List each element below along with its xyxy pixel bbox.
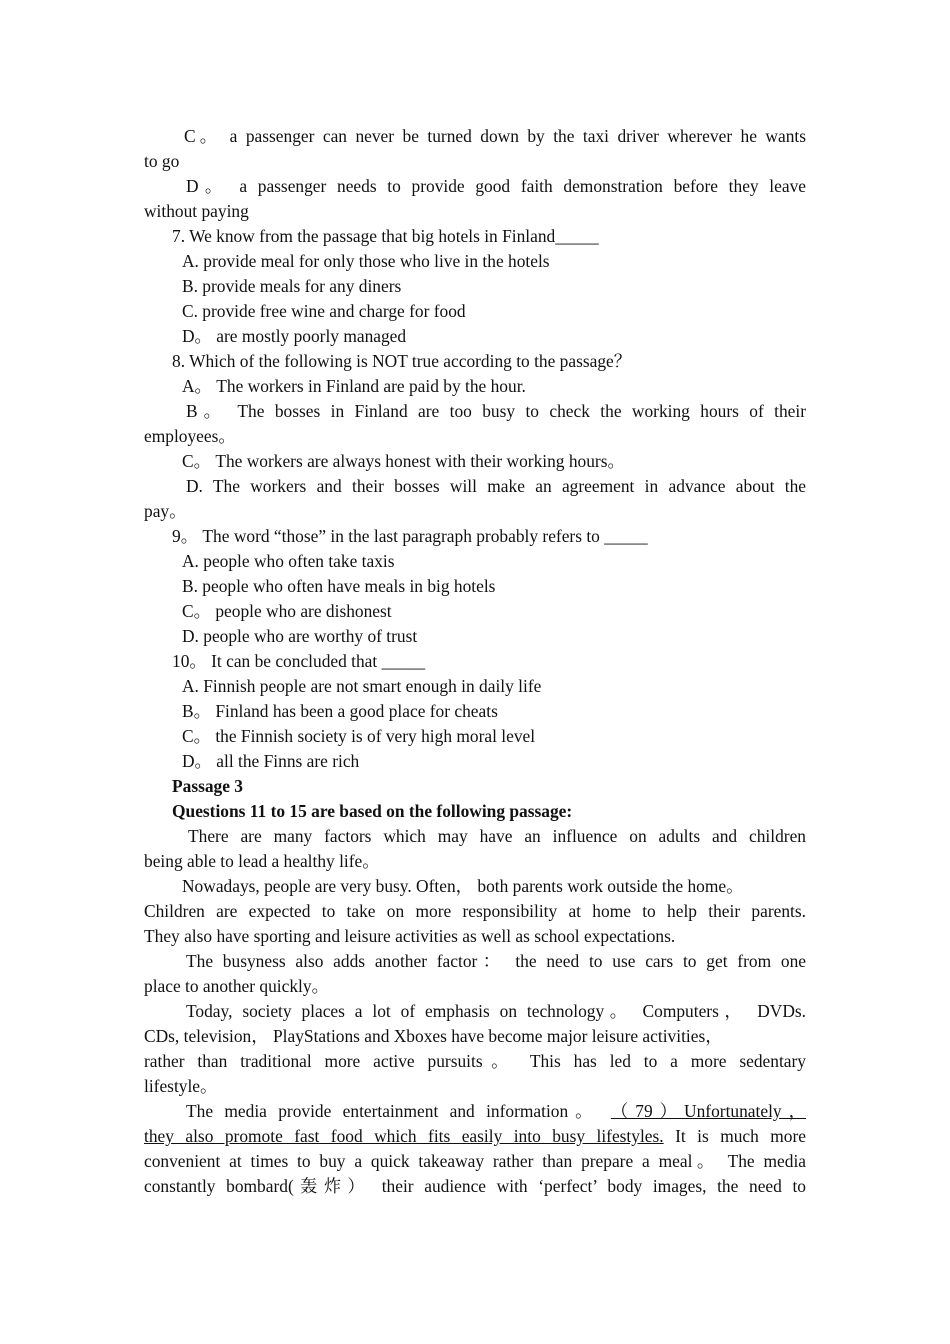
q8-option-d-line1: D. The workers and their bosses will make an agreement in advance about the: [186, 476, 806, 496]
q10-stem: 10。 It can be concluded that _____: [172, 651, 426, 671]
q7-option-b: B. provide meals for any diners: [182, 276, 402, 296]
q8-option-b-line1: B。 The bosses in Finland are too busy to check the working hours of their: [186, 401, 806, 421]
q8-option-b-line2: employees。: [144, 426, 236, 446]
q9-option-c: C。 people who are dishonest: [182, 601, 392, 621]
q6-option-c-line2: to go: [144, 151, 180, 171]
p4-line1: Today, society places a lot of emphasis on technology。 Computers， DVDs.: [186, 1001, 806, 1021]
q9-option-a: A. people who often take taxis: [182, 551, 395, 571]
q8-option-d-line2: pay。: [144, 501, 187, 521]
q7-option-c: C. provide free wine and charge for food: [182, 301, 466, 321]
p4-line2: CDs, television， PlayStations and Xboxes have become major leisure activities，: [144, 1026, 723, 1046]
p5-line4: constantly bombard(轰炸） their audience with ‘perfect’ body images, the need to: [144, 1176, 806, 1196]
p2-line3: They also have sporting and leisure activities as well as school expectations.: [144, 926, 676, 946]
p1-line1: There are many factors which may have an influence on adults and children: [188, 826, 806, 846]
q10-option-c: C。 the Finnish society is of very high moral level: [182, 726, 536, 746]
p5-line1-text: The media provide entertainment and information。: [186, 1101, 600, 1121]
q7-stem: 7. We know from the passage that big hotels in Finland_____: [172, 226, 599, 246]
p5-line2-text: It is much more: [675, 1126, 807, 1146]
p5-line2: [144, 1124, 806, 1149]
p5-line1-underlined: （79）Unfortunately，: [610, 1101, 806, 1121]
p4-line4: lifestyle。: [144, 1076, 218, 1096]
p3-line1: The busyness also adds another factor： the need to use cars to get from one: [186, 951, 806, 971]
q10-option-a: A. Finnish people are not smart enough in daily life: [182, 676, 542, 696]
p5-line3: convenient at times to buy a quick takeaway rather than prepare a meal。 The media: [144, 1151, 806, 1171]
q9-option-b: B. people who often have meals in big hotels: [182, 576, 496, 596]
q9-stem: 9。 The word “those” in the last paragraph probably refers to _____: [172, 526, 648, 546]
q6-option-d-line1: D。 a passenger needs to provide good faith demonstration before they leave: [186, 176, 806, 196]
q10-option-b: B。 Finland has been a good place for cheats: [182, 701, 498, 721]
p1-line2: being able to lead a healthy life。: [144, 851, 380, 871]
q6-option-d-line2: without paying: [144, 201, 249, 221]
p2-line2: Children are expected to take on more responsibility at home to help their parents.: [144, 901, 806, 921]
p5-line1: [144, 1099, 806, 1124]
q8-stem: 8. Which of the following is NOT true according to the passage？: [172, 351, 632, 371]
p5-line2-underlined: they also promote fast food which fits easily into busy lifestyles.: [144, 1126, 664, 1146]
p2-line1: Nowadays, people are very busy. Often， both parents work outside the home。: [182, 876, 744, 896]
q9-option-d: D. people who are worthy of trust: [182, 626, 418, 646]
q7-option-d: D。 are mostly poorly managed: [182, 326, 407, 346]
p4-line3: rather than traditional more active pursuits。 This has led to a more sedentary: [144, 1051, 806, 1071]
q8-option-a: A。 The workers in Finland are paid by the hour.: [182, 376, 526, 396]
q7-option-a: A. provide meal for only those who live in the hotels: [182, 251, 550, 271]
document-page: [144, 124, 806, 1199]
p3-line2: place to another quickly。: [144, 976, 329, 996]
q10-option-d: D。 all the Finns are rich: [182, 751, 360, 771]
passage-heading: Passage 3: [172, 776, 244, 796]
q6-option-c-line1: C。 a passenger can never be turned down by the taxi driver wherever he wants: [184, 126, 806, 146]
passage-instruction: Questions 11 to 15 are based on the following passage:: [172, 801, 573, 821]
q8-option-c: C。 The workers are always honest with their working hours。: [182, 451, 625, 471]
